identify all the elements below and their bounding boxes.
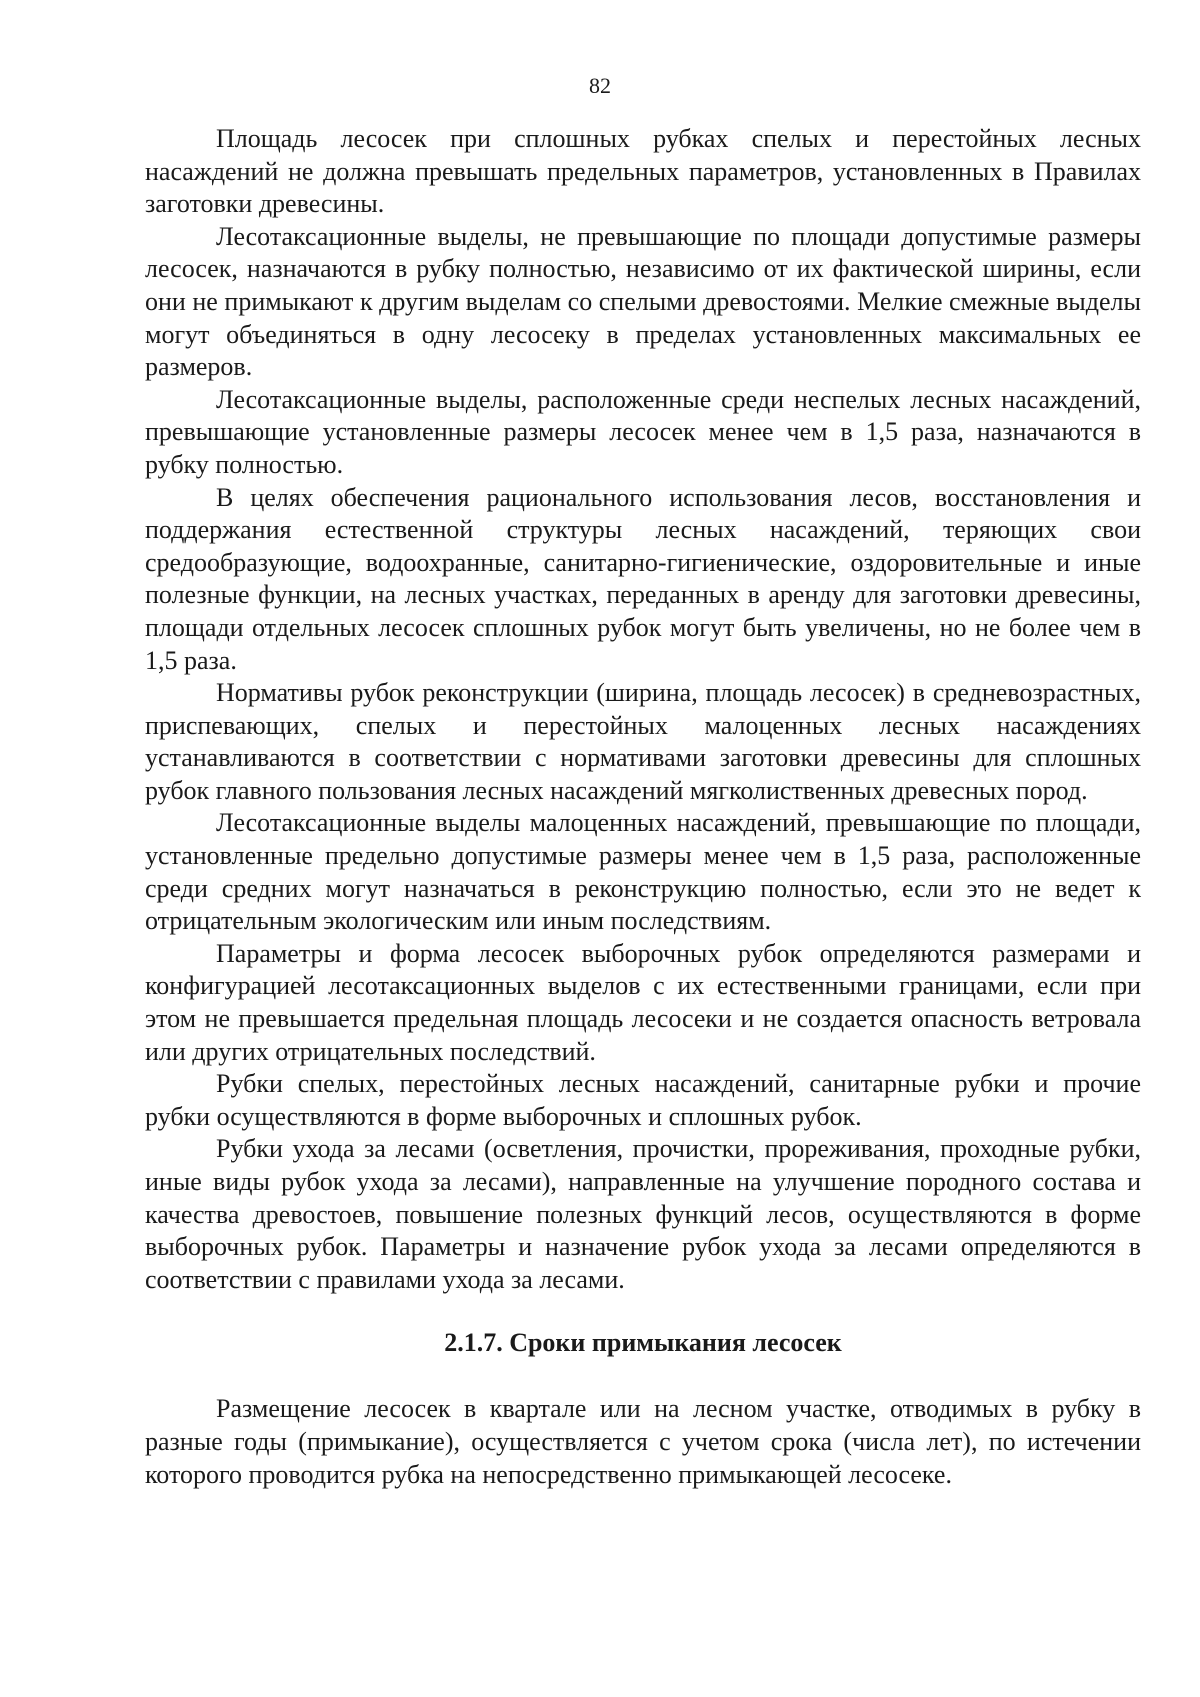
document-body: [145, 123, 1141, 1491]
paragraph: Лесотаксационные выделы, расположенные среди неспелых лесных насаждений, превышающие установленные размеры лесосек менее чем в 1,5 раза, назначаются в рубку полностью.: [145, 384, 1141, 479]
paragraph: Лесотаксационные выделы малоценных насаждений, превышающие по площади, установленные предельно допустимые размеры менее чем в 1,5 раза, расположенные среди средних могут назначаться в реконструкцию полностью, если это не ведет к отрицательным экологическим или иным последствиям.: [145, 808, 1141, 936]
paragraph: Площадь лесосек при сплошных рубках спелых и перестойных лесных насаждений не должна превышать предельных параметров, установленных в Правилах заготовки древесины.: [145, 124, 1141, 219]
paragraph: Рубки ухода за лесами (осветления, прочистки, прореживания, проходные рубки, иные виды рубок ухода за лесами), направленные на улучшение породного состава и качества древостоев, повышение полезных функций лесов, осуществляются в форме выборочных рубок. Параметры и назначение рубок ухода за лесами определяются в соответствии с правилами ухода за лесами.: [145, 1134, 1141, 1294]
paragraph: Нормативы рубок реконструкции (ширина, площадь лесосек) в средневозрастных, приспевающих, спелых и перестойных малоценных лесных насаждениях устанавливаются в соответствии с нормативами заготовки древесины для сплошных рубок главного пользования лесных насаждений мягколиственных древесных пород.: [145, 678, 1141, 805]
section-paragraph: Размещение лесосек в квартале или на лесном участке, отводимых в рубку в разные годы (примыкание), осуществляется с учетом срока (числа лет), по истечении которого проводится рубка на непосредственно примыкающей лесосеке.: [145, 1394, 1141, 1489]
paragraph: Параметры и форма лесосек выборочных рубок определяются размерами и конфигурацией лесотаксационных выделов с их естественными границами, если при этом не превышается предельная площадь лесосеки и не создается опасность ветровала или других отрицательных последствий.: [145, 938, 1141, 1066]
paragraph: Лесотаксационные выделы, не превышающие по площади допустимые размеры лесосек, назначаются в рубку полностью, независимо от их фактической ширины, если они не примыкают к другим выделам со спелыми древостоями. Мелкие смежные выделы могут объединяться в одну лесосеку в пределах установленных максимальных ее размеров.: [145, 221, 1141, 382]
paragraph: Рубки спелых, перестойных лесных насаждений, санитарные рубки и прочие рубки осуществляются в форме выборочных и сплошных рубок.: [145, 1069, 1141, 1131]
paragraph: В целях обеспечения рационального использования лесов, восстановления и поддержания естественной структуры лесных насаждений, теряющих свои средообразующие, водоохранные, санитарно-гигиенические, оздоровительные и иные полезные функции, на лесных участках, переданных в аренду для заготовки древесины, площади отдельных лесосек сплошных рубок могут быть увеличены, но не более чем в 1,5 раза.: [145, 482, 1141, 675]
section-heading: 2.1.7. Сроки примыкания лесосек: [444, 1328, 842, 1358]
page-number: 82: [589, 73, 611, 98]
